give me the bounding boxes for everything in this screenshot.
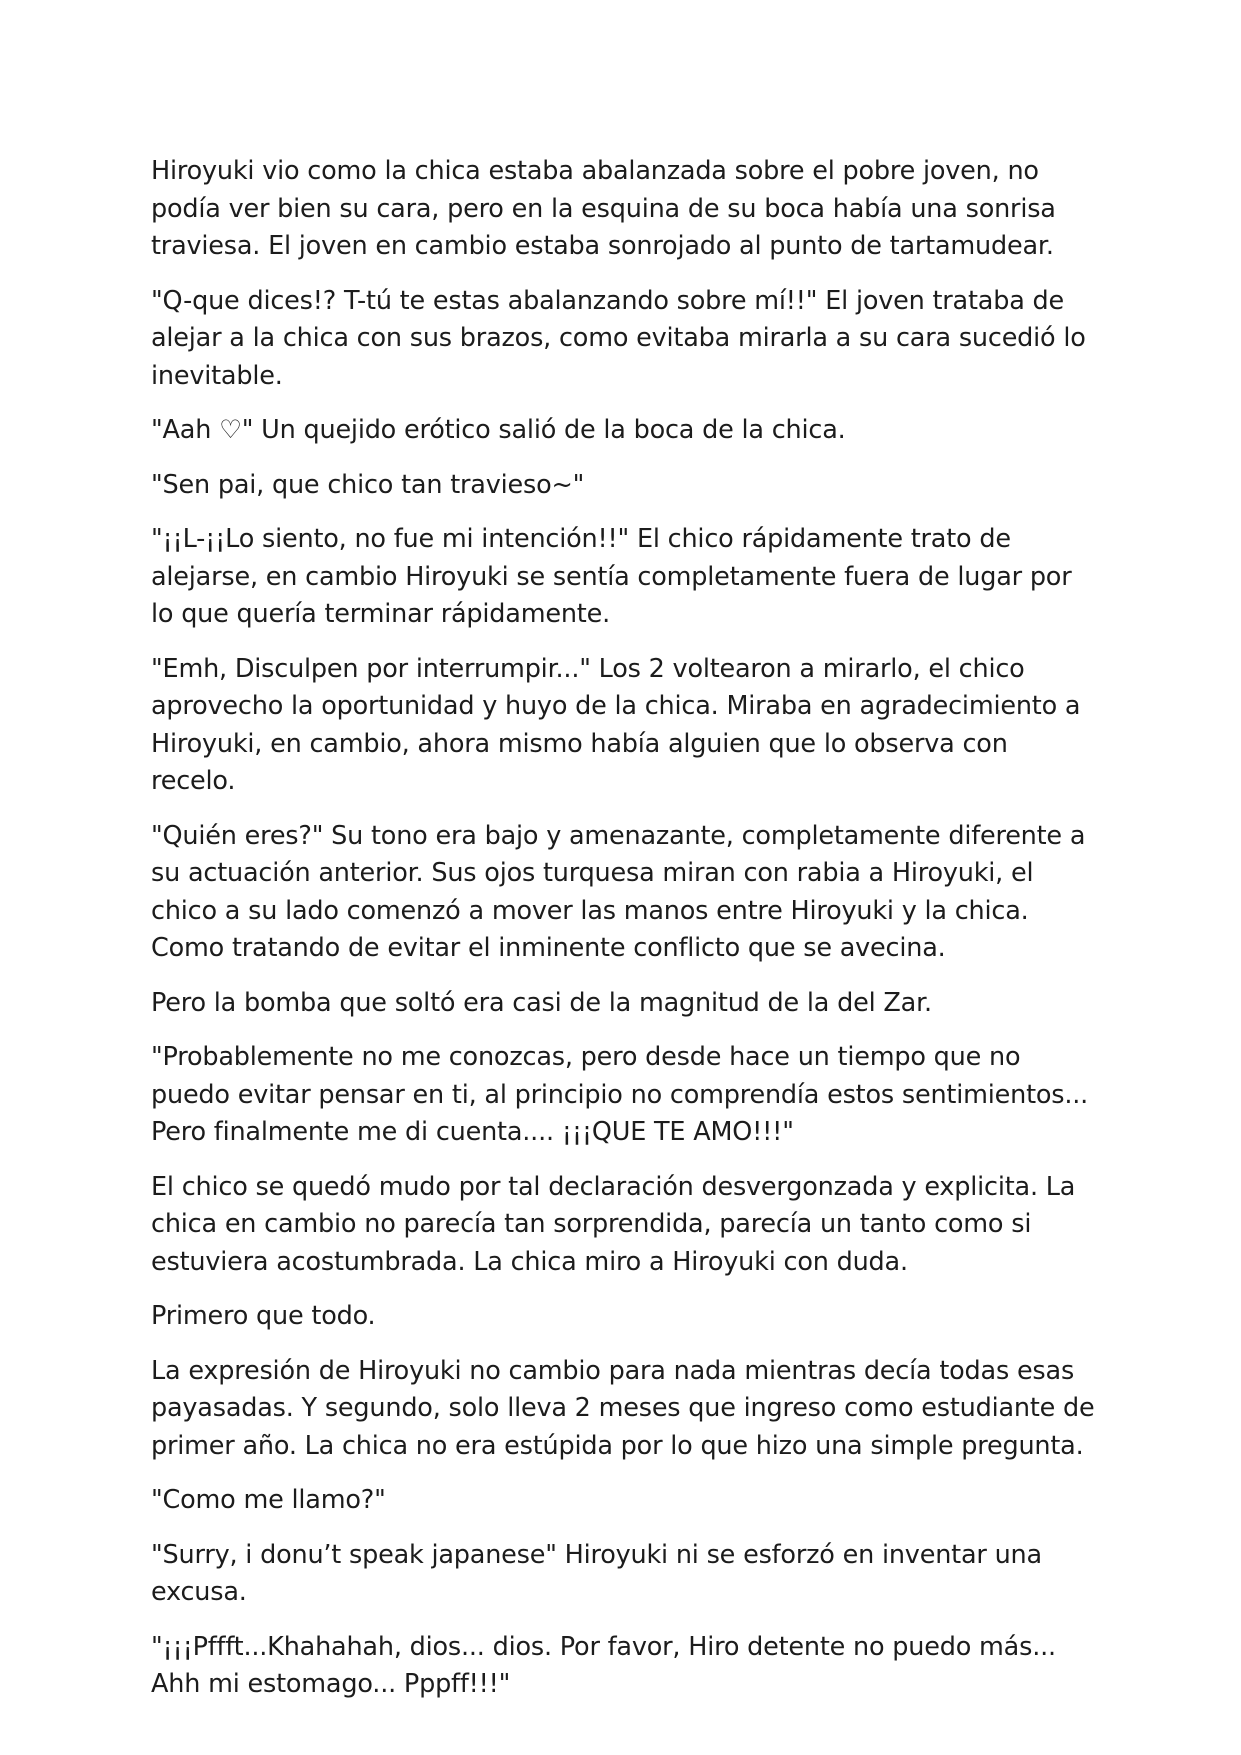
paragraph: "Probablemente no me conozcas, pero desde hace un tiempo que no puedo evitar pensar en ti, al principio no comprendía estos sentimientos... Pero finalmente me di cuenta.... ¡¡¡QUE TE AMO!!!"	[151, 1042, 1089, 1147]
paragraph: "Q-que dices!? T-tú te estas abalanzando sobre mí!!" El joven trataba de alejar a la chica con sus brazos, como evitaba mirarla a su cara sucedió lo inevitable.	[151, 285, 1086, 391]
paragraph: "Surry, i donu’t speak japanese" Hiroyuki ni se esforzó en inventar una excusa.	[151, 1539, 1042, 1607]
paragraph: "Emh, Disculpen por interrumpir..." Los 2 voltearon a mirarlo, el chico aprovecho la oportunidad y huyo de la chica. Miraba en agradecimiento a Hiroyuki, en cambio, ahora mismo había alguien que lo observa con recelo.	[151, 653, 1081, 796]
paragraph: "¡¡¡Pffft...Khahahah, dios... dios. Por favor, Hiro detente no puedo más... Ahh mi estomago... Pppff!!!"	[151, 1631, 1056, 1699]
paragraph: "Como me llamo?"	[151, 1485, 386, 1515]
paragraph: El chico se quedó mudo por tal declaración desvergonzada y explicita. La chica en cambio no parecía tan sorprendida, parecía un tanto como si estuviera acostumbrada. La chica miro a Hiroyuki con duda.	[151, 1171, 1076, 1277]
paragraph: Pero la bomba que soltó era casi de la magnitud de la del Zar.	[151, 987, 932, 1018]
paragraph: "Aah ♡" Un quejido erótico salió de la boca de la chica.	[151, 415, 846, 445]
body-text	[151, 153, 1099, 1721]
paragraph: Primero que todo.	[151, 1301, 376, 1331]
paragraph: "Sen pai, que chico tan travieso~"	[151, 469, 585, 500]
paragraph: "¡¡L-¡¡Lo siento, no fue mi intención!!" El chico rápidamente trato de alejarse, en cambio Hiroyuki se sentía completamente fuera de lugar por lo que quería terminar rápidamente.	[151, 524, 1072, 629]
paragraph: La expresión de Hiroyuki no cambio para nada mientras decía todas esas payasadas. Y segundo, solo lleva 2 meses que ingreso como estudiante de primer año. La chica no era estúpida por lo que hizo una simple pregunta.	[151, 1355, 1095, 1461]
paragraph: Hiroyuki vio como la chica estaba abalanzada sobre el pobre joven, no podía ver bien su cara, pero en la esquina de su boca había una sonrisa traviesa. El joven en cambio estaba sonrojado al punto de tartamudear.	[151, 156, 1056, 261]
paragraph: "Quién eres?" Su tono era bajo y amenazante, completamente diferente a su actuación anterior. Sus ojos turquesa miran con rabia a Hiroyuki, el chico a su lado comenzó a mover las manos entre Hiroyuki y la chica. Como tratando de evitar el inminente conflicto que se avecina.	[151, 820, 1086, 963]
